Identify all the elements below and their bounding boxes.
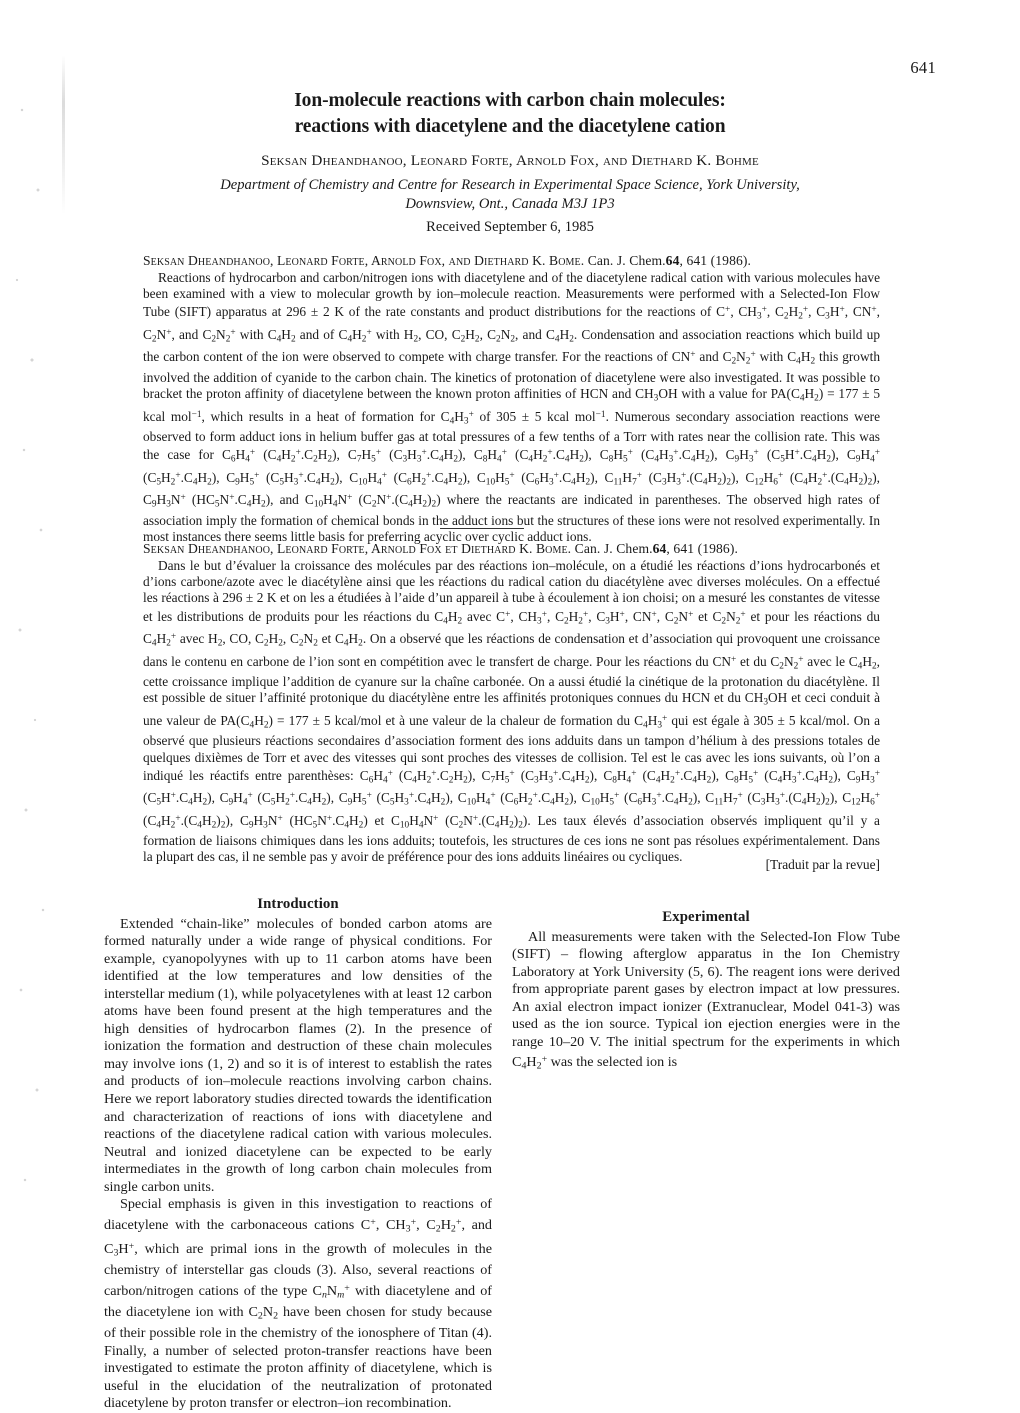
intro-paragraph-1: Extended “chain-like” molecules of bonded carbon atoms are formed naturally under a wide range of physical conditions. For example, cyanopolyynes with up to 11 carbon atoms have been identified at the low temperatures and low densities of the interstellar medium (1), while polyacetylenes with at least 12 carbon atoms have been found present at the high temperatures and the high densities of hydrocarbon flames (2). In the presence of ionization the formation and destruction of these chain molecules may involve ions (1, 2) and so it is of interest to establish the rates and products of ion–molecule reactions involving carbon chains. Here we report laboratory studies directed towards the identification and characterization of reactions of ions with diacetylene and reactions of the diacetylene radical cation with various molecules. Neutral and ionized diacetylene can be expected to be early intermediates in the growth of long carbon chain molecules from single carbon units. <box>104 915 492 1195</box>
citation-authors-en: Seksan Dheandhanoo, Leonard Forte, Arnold Fox, and Diethard K. Bome. <box>143 253 585 268</box>
intro-paragraph-2: Special emphasis is given in this investigation to reactions of diacetylene with the carbonaceous cations C+, $CH_3^+$, $C_2H_2^+$, and $C_3H^+$, which are primal ions in the growth of molecules in the chemistry of interstellar gas clouds (3). Also, several reactions of carbon/nitrogen cations of the type $C_nN_m^+$ with diacetylene and of the diacetylene ion with $C_2N_2$ have been chosen for study because of their possible role in the chemistry of the ionosphere of Titan (4). Finally, a number of selected proton-transfer reactions have been investigated to estimate the proton affinity of diacetylene, which is useful in the elucidation of the neutralization of protonated diacetylene by proton transfer or electron–ion recombination. <box>104 1196 493 1412</box>
title-line-1: Ion-molecule reactions with carbon chain molecules: <box>294 90 726 111</box>
abstract-english <box>143 253 880 545</box>
body-column-left <box>104 896 492 1413</box>
page-title <box>170 88 850 140</box>
received-date: Received September 6, 1985 <box>426 219 594 235</box>
affiliation-line-2: Downsview, Ont., Canada M3J 1P3 <box>405 196 615 212</box>
abstract-citation-french <box>143 541 880 557</box>
abstract-french <box>143 541 880 865</box>
abstract-citation-english <box>143 253 880 269</box>
abstract-divider-rule <box>440 528 524 529</box>
affiliation-line-1: Department of Chemistry and Centre for Research in Experimental Space Science, York University, <box>220 177 800 193</box>
section-heading-introduction: Introduction <box>257 896 339 912</box>
translator-note: [Traduit par la revue] <box>765 857 880 872</box>
page-number: 641 <box>910 58 936 77</box>
citation-journal-en: Can. J. Chem. <box>587 253 666 268</box>
body-column-right <box>512 896 900 1076</box>
abstract-body-french: Dans le but d’évaluer la croissance des molécules par des réactions ion–molécule, on a étudié les réactions d’ions hydrocarbonés et d’ions carbone/azote avec le diacétylène ainsi que les réactions du radical cation du diacétylène avec diverses molécules. On a effectué les réactions à 296 ± 2 K et on les a étudiées à l’aide d’un appareil à tube à écoulement à ion choisi; on a mesuré les constantes de vitesse et les distributions de produits pour les réactions du $C_4H_2$ avec C+, $CH_3^+$, $C_2H_2^+$, $C_3H^+$, CN+, $C_2N^+$ et $C_2N_2^+$ et pour les réactions du $C_4H_2^+$ avec $H_2$, CO, $C_2H_2$, $C_2N_2$ et $C_4H_2$. On a observé que les réactions de condensation et d’association qui provoquent une croissance dans le contenu en carbone de l’ion sont en compétition avec le transfert de charge. Pour les réactions du CN+ et du $C_2N_2^+$ avec le $C_4H_2$, cette croissance implique l’addition de cyanure sur la chaîne carbonée. On a aussi étudié la cinétique de la protonation du diacétylène. Il est possible de situer l’affinité protonique du diacétylène entre les affinités protoniques connues du HCN et du $CH_3OH$ et ceci conduit à une valeur de $PA(C_4H_2) = 177 \pm 5$ kcal/mol et à une valeur de la chaleur de formation du $C_4H_3^+$ qui est égale à 305 ± 5 kcal/mol. On a observé que plusieurs réactions secondaires d’association forment des ions adduits dans un tampon d’hélium à des pressions totales de quelques dixièmes de Torr et avec des vitesses qui sont proches des vitesses de collision. Tel est le cas avec les ions suivants, où l’on a indiqué les réactifs entre parenthèses: $C_6H_4^+$ $(C_4H_2^+.C_2H_2)$, $C_7H_5^+$ $(C_3H_3^+.C_4H_2)$, $C_8H_4^+$ $(C_4H_2^+.C_4H_2)$, $C_8H_5^+$ $(C_4H_3^+.C_4H_2)$, $C_9H_3^+$ $(C_5H^+.C_4H_2)$, $C_9H_4^+$ $(C_5H_2^+.C_4H_2)$, $C_9H_5^+$ $(C_5H_3^+.C_4H_2)$, $C_{10}H_4^+$ $(C_6H_2^+.C_4H_2)$, $C_{10}H_5^+$ $(C_6H_3^+.C_4H_2)$, $C_{11}H_7^+$ $(C_3H_3^+.(C_4H_2)_2)$, $C_{12}H_6^+$ $(C_4H_2^+.(C_4H_2)_2)$, $C_9H_3N^+$ $(HC_5N^+.C_4H_2)$ et $C_{10}H_4N^+$ $(C_2N^+.(C_4H_2)_2)$. Les taux élevés d’association observés impliquent qu’il y a formation de liaisons chimiques dans les ions adduits; toutefois, les structures de ces ions ne sont pas résolues expérimentalement. Dans la plupart des cas, il ne semble pas y avoir de préférence pour des ions adduits linéaires ou cycliques. <box>143 558 881 865</box>
scan-artifact-left <box>8 30 54 1280</box>
citation-rest-fr: , 641 (1986). <box>666 541 738 556</box>
citation-journal-fr: Can. J. Chem. <box>574 541 653 556</box>
abstract-body-english: Reactions of hydrocarbon and carbon/nitrogen ions with diacetylene and of the diacetylene radical cation with various molecules have been examined with a view to molecular growth by ion–molecule reaction. Measurements were performed with a Selected-Ion Flow Tube (SIFT) apparatus at 296 ± 2 K of the rate constants and product distributions for the reactions of C+, $CH_3^+$, $C_2H_2^+$, $C_3H^+$, CN+, $C_2N^+$, and $C_2N_2^+$ with $C_4H_2$ and of $C_4H_2^+$ with $H_2$, CO, $C_2H_2$, $C_2N_2$, and $C_4H_2$. Condensation and association reactions which build up the carbon content of the ion were observed to compete with charge transfer. For the reactions of CN+ and $C_2N_2^+$ with $C_4H_2$ this growth involved the addition of cyanide to the carbon chain. The kinetics of protonation of diacetylene were also investigated. It was possible to bracket the proton affinity of diacetylene between the known proton affinities of HCN and $CH_3OH$ with a value for $PA(C_4H_2) = 177 \pm 5$ kcal mol$^{-1}$, which results in a heat of formation for $C_4H_3^+$ of 305 ± 5 kcal mol$^{-1}$. Numerous secondary association reactions were observed to form adduct ions in helium buffer gas at total pressures of a few tenths of a Torr with rates near the collision rate. This was the case for $C_6H_4^+$ $(C_4H_2^+.C_2H_2)$, $C_7H_5^+$ $(C_3H_3^+.C_4H_2)$, $C_8H_4^+$ $(C_4H_2^+.C_4H_2)$, $C_8H_5^+$ $(C_4H_3^+.C_4H_2)$, $C_9H_3^+$ $(C_5H^+.C_4H_2)$, $C_9H_4^+$ $(C_5H_2^+.C_4H_2)$, $C_9H_5^+$ $(C_5H_3^+.C_4H_2)$, $C_{10}H_4^+$ $(C_6H_2^+.C_4H_2)$, $C_{10}H_5^+$ $(C_6H_3^+.C_4H_2)$, $C_{11}H_7^+$ $(C_3H_3^+.(C_4H_2)_2)$, $C_{12}H_6^+$ $(C_4H_2^+.(C_4H_2)_2)$, $C_9H_3N^+$ $(HC_5N^+.C_4H_2)$, and $C_{10}H_4N^+$ $(C_2N^+.(C_4H_2)_2)$ where the reactants are indicated in parentheses. The observed high rates of association imply the formation of chemical bonds in the adduct ions but the structures of these ions were not resolved experimentally. In most instances there seems little basis for preferring acyclic over cyclic adduct ions. <box>143 270 881 545</box>
experimental-paragraph-1: All measurements were taken with the Selected-Ion Flow Tube (SIFT) – flowing afterglow apparatus in the Ion Chemistry Laboratory at York University (5, 6). The reagent ions were derived from appropriate parent gases by electron impact at low pressures. An axial electron impact ionizer (Extranuclear, Model 041-3) was used as the ion source. Typical ion ejection energies were in the range 10–20 V. The initial spectrum for the experiments in which $C_4H_2^+$ was the selected ion is <box>512 928 900 1073</box>
citation-volume-fr: 64 <box>652 541 667 556</box>
author-list: Seksan Dheandhanoo, Leonard Forte, Arnold Fox, and Diethard K. Bohme <box>261 152 759 169</box>
title-line-2: reactions with diacetylene and the diacetylene cation <box>294 116 726 137</box>
affiliation <box>130 176 890 214</box>
scan-artifact-line <box>62 55 65 215</box>
section-heading-experimental: Experimental <box>662 909 750 925</box>
citation-volume-en: 64 <box>665 253 680 268</box>
citation-authors-fr: Seksan Dheandhanoo, Leonard Forte, Arnold Fox et Diethard K. Bome. <box>143 541 572 556</box>
citation-rest-en: , 641 (1986). <box>679 253 751 268</box>
